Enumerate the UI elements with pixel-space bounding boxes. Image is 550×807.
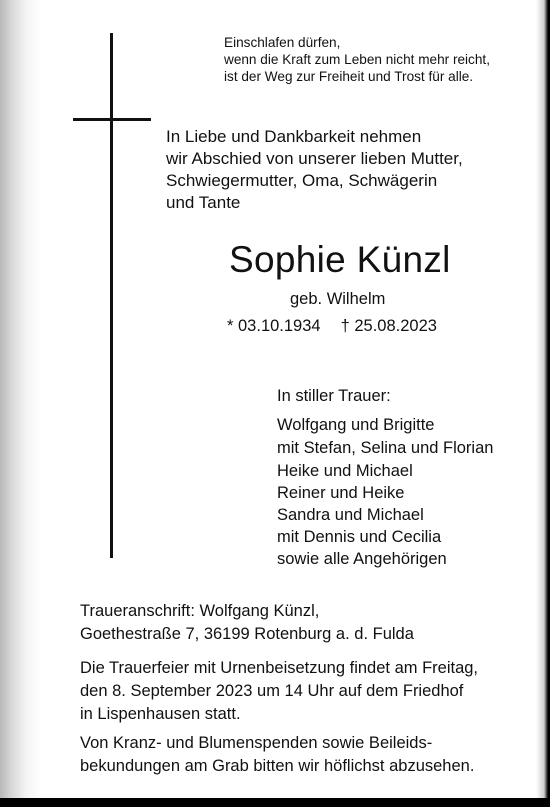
life-dates bbox=[227, 315, 437, 337]
mourner-line: Sandra und Michael bbox=[277, 506, 424, 524]
deceased-name: Sophie Künzl bbox=[229, 239, 451, 280]
cross-icon-horizontal-bar bbox=[73, 118, 151, 121]
frame-bottom-edge bbox=[0, 798, 550, 807]
ceremony-line: den 8. September 2023 um 14 Uhr auf dem Friedhof bbox=[80, 682, 464, 700]
address-line: Traueranschrift: Wolfgang Künzl, bbox=[80, 602, 320, 620]
donation-line: Von Kranz- und Blumenspenden sowie Beileids- bbox=[80, 734, 433, 752]
mourning-heading: In stiller Trauer: bbox=[277, 387, 391, 405]
intro-line: Schwiegermutter, Oma, Schwägerin bbox=[166, 171, 438, 190]
mourner-line: Wolfgang und Brigitte bbox=[277, 416, 435, 434]
mourner-line: mit Dennis und Cecilia bbox=[277, 528, 442, 546]
cross-icon-vertical-bar bbox=[110, 33, 113, 558]
ceremony-line: in Lispenhausen statt. bbox=[80, 705, 241, 723]
address-line: Goethestraße 7, 36199 Rotenburg a. d. Fulda bbox=[80, 625, 414, 643]
mourner-line: Heike und Michael bbox=[277, 462, 413, 480]
poem-line: wenn die Kraft zum Leben nicht mehr reicht, bbox=[224, 52, 490, 67]
poem-line: ist der Weg zur Freiheit und Trost für alle. bbox=[224, 69, 474, 84]
birth-date: * 03.10.1934 bbox=[227, 317, 321, 335]
intro-line: In Liebe und Dankbarkeit nehmen bbox=[166, 127, 422, 146]
mourner-line: sowie alle Angehörigen bbox=[277, 550, 447, 568]
ceremony-line: Die Trauerfeier mit Urnenbeisetzung findet am Freitag, bbox=[80, 659, 479, 677]
mourner-line: mit Stefan, Selina und Florian bbox=[277, 439, 494, 457]
maiden-name: geb. Wilhelm bbox=[290, 290, 386, 308]
donation-line: bekundungen am Grab bitten wir höflichst abzusehen. bbox=[80, 757, 475, 775]
death-date: † 25.08.2023 bbox=[340, 317, 437, 335]
mourner-line: Reiner und Heike bbox=[277, 484, 405, 502]
intro-line: und Tante bbox=[166, 193, 241, 212]
poem-line: Einschlafen dürfen, bbox=[224, 35, 341, 50]
intro-line: wir Abschied von unserer lieben Mutter, bbox=[166, 149, 463, 168]
